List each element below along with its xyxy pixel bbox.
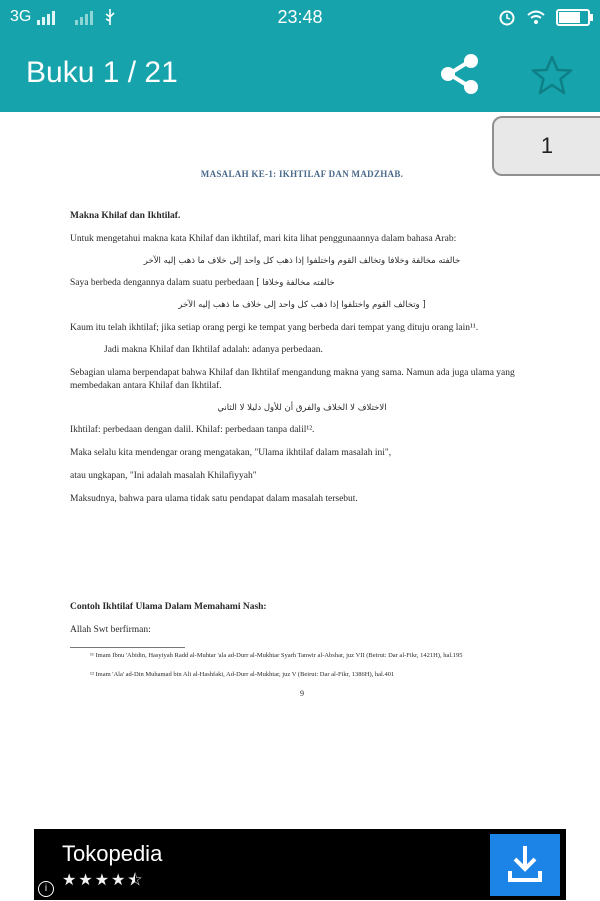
paragraph-2-text: Saya berbeda dengannya dalam suatu perbedaan	[70, 278, 254, 289]
document-page[interactable]	[0, 112, 600, 900]
status-bar	[0, 0, 600, 36]
paragraph-5: Sebagian ulama berpendapat bahwa Khilaf dan Ikhtilaf mengandung makna yang sama. Namun ada juga ulama yang membedakan antara Khilaf dan Ikhtilaf.	[70, 368, 515, 391]
share-button[interactable]	[436, 52, 484, 96]
paragraph-9: Maksudnya, bahwa para ulama tidak satu pendapat dalam masalah tersebut.	[70, 493, 358, 504]
paragraph-1: Untuk mengetahui makna kata Khilaf dan ikhtilaf, mari kita lihat penggunaannya dalam bahasa Arab:	[70, 233, 457, 244]
ad-title: Tokopedia	[62, 841, 163, 866]
paragraph-6: Ikhtilaf: perbedaan dengan dalil. Khilaf: perbedaan tanpa dalil¹².	[70, 425, 315, 436]
status-time: 23:48	[277, 7, 323, 27]
paragraph-2-arabic: [ خالفته مخالفة وخلافا	[256, 278, 335, 289]
ad-banner[interactable]	[34, 829, 566, 900]
ad-rating-stars: ★★★★⯪	[62, 872, 145, 889]
paragraph-3: Kaum itu telah ikhtilaf; jika setiap orang pergi ke tempat yang berbeda dari tempat yang dituju orang lain¹¹.	[70, 322, 479, 333]
app-title: Buku 1 / 21	[26, 56, 178, 89]
paragraph-10: Allah Swt berfirman:	[70, 625, 151, 636]
section-heading-1: Makna Khilaf dan Ikhtilaf.	[70, 211, 181, 222]
paragraph-8: atau ungkapan, "Ini adalah masalah Khilafiyyah"	[70, 470, 257, 481]
footnote-divider	[70, 647, 185, 648]
info-icon[interactable]: i	[38, 881, 54, 897]
ad-download-button[interactable]	[490, 834, 560, 896]
page-indicator: 1	[492, 116, 600, 176]
paragraph-4: Jadi makna Khilaf dan Ikhtilaf adalah: adanya perbedaan.	[104, 345, 323, 356]
spacer	[70, 515, 534, 601]
app-bar	[0, 36, 600, 112]
arabic-text-2: [ وتخالف القوم واختلفوا إذا ذهب كل واحد إلى خلاف ما ذهب إليه الآخر	[178, 300, 426, 311]
download-icon	[490, 834, 560, 896]
alarm-icon	[498, 8, 516, 26]
star-outline-icon	[530, 54, 574, 96]
document-title: MASALAH KE-1: IKHTILAF DAN MADZHAB.	[200, 169, 404, 179]
bookmark-star-button[interactable]	[530, 54, 574, 96]
footnote-1: ¹¹ Imam Ibnu 'Abidin, Hasyiyah Radd al-Muhtar 'ala ad-Durr al-Mukhtar Syarh Tanwir al-Abshar, juz VII (Beirut: Dar al-Fikr, 1421H), hal.195	[90, 652, 463, 660]
status-right	[498, 8, 590, 26]
battery-icon	[556, 9, 590, 26]
arabic-text-3: الاختلاف لا الخلاف والفرق أن للأول دليلا لا الثاني	[217, 402, 387, 413]
paragraph-7: Maka selalu kita mendengar orang mengatakan, "Ulama ikhtilaf dalam masalah ini",	[70, 448, 392, 459]
document-content	[70, 168, 534, 700]
footnote-2: ¹² Imam 'Ala' ad-Din Muhamad bin Ali al-Hashfaki, Ad-Durr al-Mukhtar, juz V (Beirut: Dar al-Fikr, 1386H), hal.401	[90, 670, 395, 678]
arabic-text-1: خالفته مخالفة وخلافا وتخالف القوم واختلفوا إذا ذهب كل واحد إلى خلاف ما ذهب إليه الآخر	[143, 255, 461, 266]
network-label: 3G	[10, 8, 32, 25]
paragraph-2	[70, 277, 534, 290]
section-heading-2: Contoh Ikhtilaf Ulama Dalam Memahami Nash:	[70, 602, 267, 613]
page-number: 9	[300, 688, 304, 698]
wifi-icon	[526, 9, 546, 25]
share-icon	[436, 52, 484, 96]
